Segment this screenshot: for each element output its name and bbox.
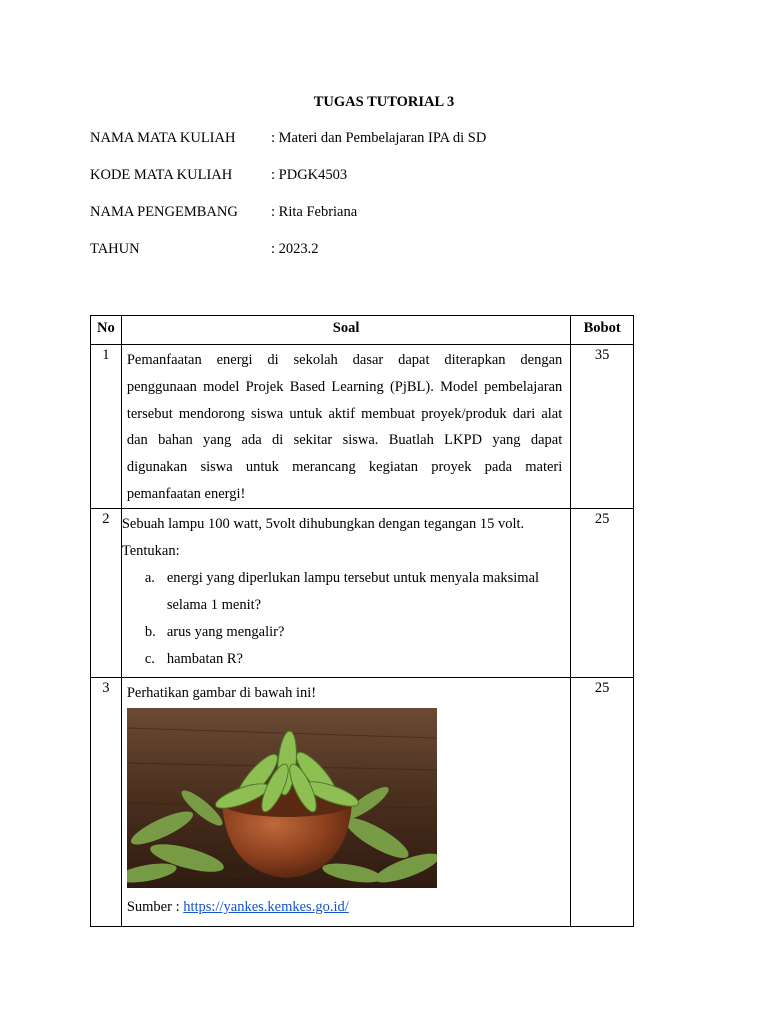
questions-table bbox=[90, 315, 634, 927]
image-source bbox=[127, 894, 562, 920]
question-cell bbox=[121, 677, 570, 926]
question-prompt: Tentukan: bbox=[121, 542, 180, 559]
question-intro: Sebuah lampu 100 watt, 5volt dihubungkan dengan tegangan 15 volt. bbox=[121, 515, 525, 532]
meta-value: : Rita Febriana bbox=[271, 204, 357, 221]
source-link[interactable]: https://yankes.kemkes.go.id/ bbox=[183, 898, 349, 915]
sub-question-text: energi yang diperlukan lampu tersebut untuk menyala maksimal selama 1 menit? bbox=[166, 569, 540, 613]
question-line: digunakan siswa untuk merancang kegiatan proyek pada materi bbox=[126, 459, 563, 476]
question-instruction: Perhatikan gambar di bawah ini! bbox=[126, 684, 317, 701]
meta-value: : PDGK4503 bbox=[271, 167, 347, 184]
meta-label: NAMA PENGEMBANG bbox=[90, 204, 238, 220]
meta-label: TAHUN bbox=[90, 241, 140, 257]
question-line: tersebut mendorong siswa untuk aktif membuat proyek/produk dari alat bbox=[126, 405, 563, 422]
sub-question-marker: b. bbox=[144, 623, 156, 640]
question-text bbox=[122, 345, 570, 508]
source-label: Sumber : bbox=[126, 898, 184, 915]
question-text bbox=[122, 678, 570, 926]
row-number: 3 bbox=[91, 677, 122, 926]
meta-label: KODE MATA KULIAH bbox=[90, 167, 233, 183]
sub-question-text: arus yang mengalir? bbox=[166, 623, 285, 640]
bay-leaves-bowl-image bbox=[127, 708, 437, 888]
question-line: penggunaan model Projek Based Learning (PjBL). Model pembelajaran bbox=[126, 378, 563, 395]
sub-question-text: hambatan R? bbox=[166, 650, 243, 667]
header-no: No bbox=[91, 316, 122, 345]
header-soal: Soal bbox=[121, 316, 570, 345]
question-cell bbox=[121, 508, 570, 677]
question-line: dan bahan yang ada di sekitar siswa. Buatlah LKPD yang dapat bbox=[126, 432, 563, 449]
sub-question bbox=[144, 565, 562, 619]
row-weight: 35 bbox=[571, 345, 634, 509]
sub-question-list bbox=[122, 565, 562, 673]
table-row bbox=[91, 345, 634, 509]
table-row bbox=[91, 677, 634, 926]
row-weight: 25 bbox=[571, 508, 634, 677]
row-number: 1 bbox=[91, 345, 122, 509]
row-weight: 25 bbox=[571, 677, 634, 926]
sub-question bbox=[144, 619, 562, 646]
document-title: TUGAS TUTORIAL 3 bbox=[313, 94, 455, 110]
question-text bbox=[122, 509, 570, 677]
question-line: Pemanfaatan energi di sekolah dasar dapat diterapkan dengan bbox=[126, 352, 563, 368]
meta-value: : 2023.2 bbox=[271, 241, 319, 258]
sub-question-marker: a. bbox=[144, 569, 155, 586]
header-bobot: Bobot bbox=[571, 316, 634, 345]
sub-question-marker: c. bbox=[144, 650, 155, 667]
table-header-row bbox=[91, 316, 634, 345]
question-cell bbox=[121, 345, 570, 509]
question-line: pemanfaatan energi! bbox=[126, 485, 246, 502]
table-row bbox=[91, 508, 634, 677]
sub-question bbox=[144, 646, 562, 673]
meta-label: NAMA MATA KULIAH bbox=[90, 130, 236, 146]
row-number: 2 bbox=[91, 508, 122, 677]
meta-value: : Materi dan Pembelajaran IPA di SD bbox=[271, 130, 486, 147]
